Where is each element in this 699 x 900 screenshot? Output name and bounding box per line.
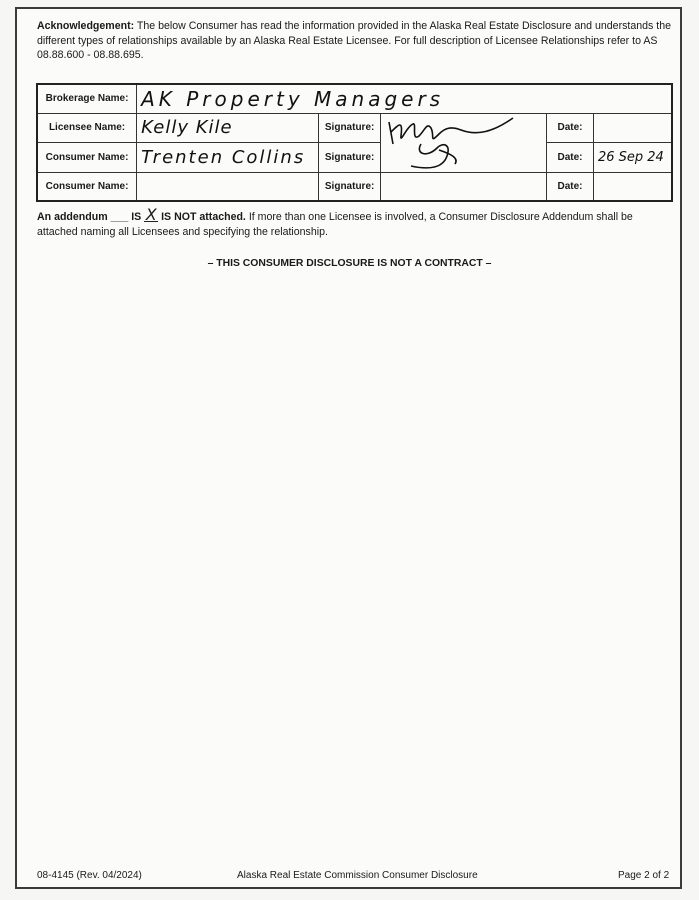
addendum-x-mark: X bbox=[145, 205, 157, 224]
addendum-paragraph bbox=[37, 205, 673, 240]
licensee-date-label: Date: bbox=[547, 113, 594, 143]
consumer2-signature-field[interactable] bbox=[381, 172, 547, 201]
footer-page-number: Page 2 of 2 bbox=[618, 870, 670, 881]
licensee-name-field[interactable] bbox=[137, 113, 319, 143]
consumer1-name-label: Consumer Name: bbox=[37, 143, 137, 173]
consumer1-row bbox=[37, 143, 672, 173]
addendum-prefix: An addendum bbox=[37, 211, 111, 223]
licensee-name-label: Licensee Name: bbox=[37, 113, 137, 143]
acknowledgement-text: The below Consumer has read the information provided in the Alaska Real Estate Disclosure and understands the different types of relationships available by an Alaska Real Estate Licensee. For full description of Licensee Relationships refer to AS 08.88.600 - 08.88.695. bbox=[37, 20, 671, 62]
consumer2-signature-label: Signature: bbox=[319, 172, 381, 201]
brokerage-row bbox=[37, 84, 672, 113]
consumer1-date-value: 26 Sep 24 bbox=[597, 149, 664, 165]
consumer1-name-field[interactable] bbox=[137, 143, 319, 173]
footer-form-number: 08-4145 (Rev. 04/2024) bbox=[37, 870, 142, 881]
addendum-not-attached: IS NOT attached. bbox=[158, 211, 246, 223]
licensee-row bbox=[37, 113, 672, 143]
acknowledgement-heading: Acknowledgement: bbox=[37, 20, 135, 32]
brokerage-name-field[interactable] bbox=[137, 84, 672, 113]
brokerage-name-label: Brokerage Name: bbox=[37, 84, 137, 113]
consumer1-date-field[interactable] bbox=[593, 143, 672, 173]
addendum-rest: If more than one Licensee is involved, a Consumer Disclosure Addendum shall be attached naming all Licensees and specifying the relationship. bbox=[37, 211, 633, 238]
consumer2-date-label: Date: bbox=[547, 172, 594, 201]
licensee-signature-image bbox=[381, 114, 545, 172]
consumer2-name-label: Consumer Name: bbox=[37, 172, 137, 201]
addendum-is: IS bbox=[128, 211, 145, 223]
consumer2-date-field[interactable] bbox=[593, 172, 672, 201]
brokerage-name-value: AK Property Managers bbox=[141, 86, 445, 111]
consumer2-row bbox=[37, 172, 672, 201]
licensee-name-value: Kelly Kile bbox=[141, 117, 233, 139]
addendum-is-blank: ___ bbox=[110, 211, 129, 223]
disclosure-form-table bbox=[36, 83, 673, 202]
not-a-contract-notice: – THIS CONSUMER DISCLOSURE IS NOT A CONTRACT – bbox=[207, 258, 492, 269]
consumer1-name-value: Trenten Collins bbox=[141, 146, 306, 168]
licensee-signature-field[interactable] bbox=[381, 113, 547, 172]
consumer1-date-label: Date: bbox=[547, 143, 594, 173]
consumer1-signature-label: Signature: bbox=[319, 143, 381, 173]
consumer2-name-field[interactable] bbox=[137, 172, 319, 201]
licensee-signature-label: Signature: bbox=[319, 113, 381, 143]
footer-title: Alaska Real Estate Commission Consumer Disclosure bbox=[237, 870, 478, 881]
acknowledgement-paragraph bbox=[37, 19, 673, 63]
licensee-date-field[interactable] bbox=[593, 113, 672, 143]
